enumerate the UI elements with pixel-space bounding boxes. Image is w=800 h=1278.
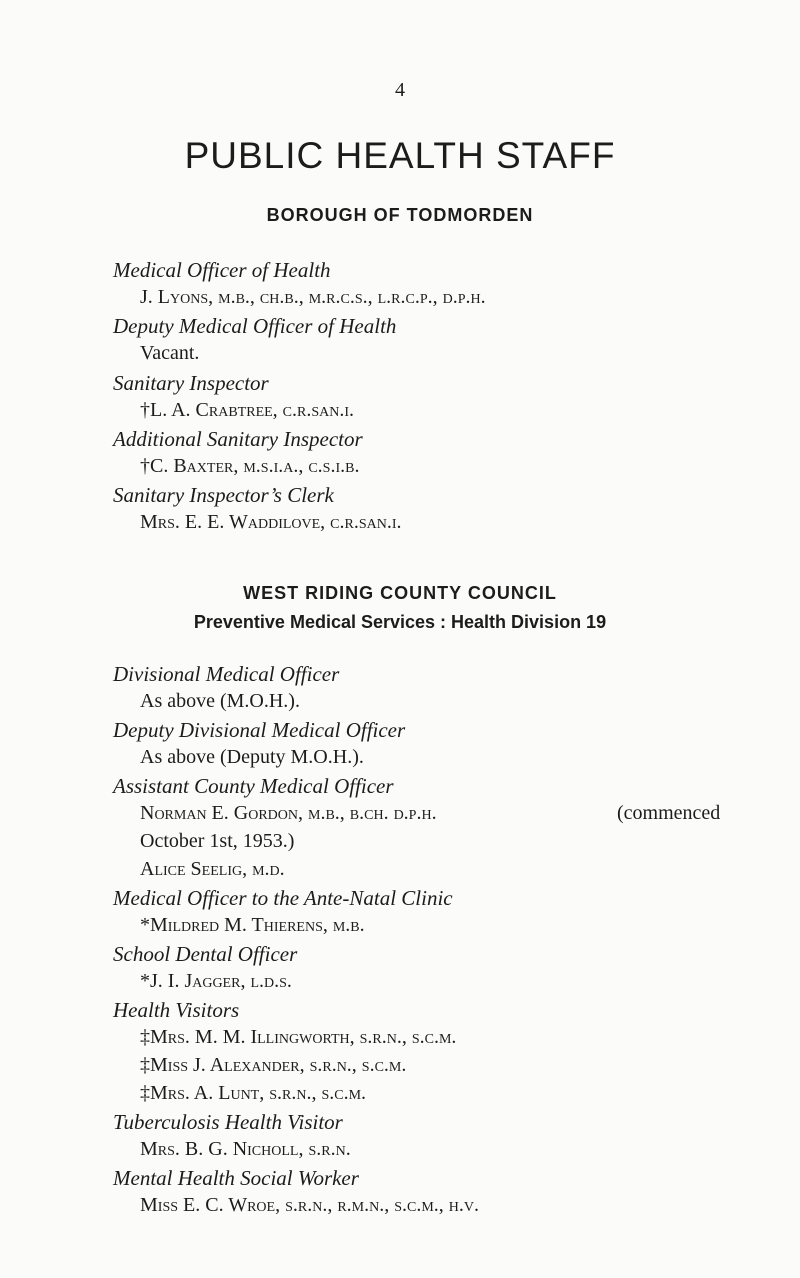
- page-number: 4: [395, 79, 405, 101]
- staff-name: *Mildred M. Thierens, m.b.: [140, 914, 365, 936]
- role-label: Deputy Medical Officer of Health: [113, 314, 397, 338]
- staff-name: Mrs. B. G. Nicholl, s.r.n.: [140, 1138, 351, 1160]
- staff-name: *J. I. Jagger, l.d.s.: [140, 970, 292, 992]
- role-label: Mental Health Social Worker: [113, 1166, 359, 1190]
- council-heading: WEST RIDING COUNTY COUNCIL: [243, 583, 557, 603]
- staff-name: J. Lyons, m.b., ch.b., m.r.c.s., l.r.c.p., d.p.h.: [140, 286, 486, 308]
- role-label: Medical Officer to the Ante-Natal Clinic: [113, 886, 453, 910]
- role-label: Deputy Divisional Medical Officer: [113, 718, 406, 742]
- staff-name: Norman E. Gordon, m.b., b.ch. d.p.h.: [140, 802, 437, 824]
- staff-name: ‡Miss J. Alexander, s.r.n., s.c.m.: [140, 1054, 407, 1076]
- staff-name: Mrs. E. E. Waddilove, c.r.san.i.: [140, 511, 402, 533]
- role-label: Divisional Medical Officer: [113, 662, 340, 686]
- staff-name: ‡Mrs. A. Lunt, s.r.n., s.c.m.: [140, 1082, 367, 1104]
- role-label: Sanitary Inspector: [113, 371, 269, 395]
- role-label: Assistant County Medical Officer: [113, 774, 394, 798]
- borough-heading: BOROUGH OF TODMORDEN: [266, 205, 534, 225]
- role-label: School Dental Officer: [113, 942, 298, 966]
- role-label: Tuberculosis Health Visitor: [113, 1110, 343, 1134]
- staff-name: As above (M.O.H.).: [140, 690, 300, 712]
- staff-name: Alice Seelig, m.d.: [140, 858, 285, 880]
- role-label: Health Visitors: [113, 998, 240, 1022]
- council-subheading: Preventive Medical Services : Health Division 19: [193, 612, 607, 632]
- staff-name: ‡Mrs. M. M. Illingworth, s.r.n., s.c.m.: [140, 1026, 457, 1048]
- staff-name: Vacant.: [140, 342, 200, 364]
- staff-name: As above (Deputy M.O.H.).: [140, 746, 364, 768]
- staff-name-suffix: (commenced: [617, 802, 721, 824]
- role-label: Medical Officer of Health: [113, 258, 331, 282]
- role-label: Sanitary Inspector’s Clerk: [113, 483, 334, 507]
- staff-name-continuation: October 1st, 1953.): [140, 830, 295, 852]
- staff-name: †C. Baxter, m.s.i.a., c.s.i.b.: [140, 455, 360, 477]
- page-title: PUBLIC HEALTH STAFF: [184, 135, 616, 176]
- role-label: Additional Sanitary Inspector: [113, 427, 363, 451]
- staff-name: †L. A. Crabtree, c.r.san.i.: [140, 399, 355, 421]
- staff-name: Miss E. C. Wroe, s.r.n., r.m.n., s.c.m., h.v.: [140, 1194, 480, 1216]
